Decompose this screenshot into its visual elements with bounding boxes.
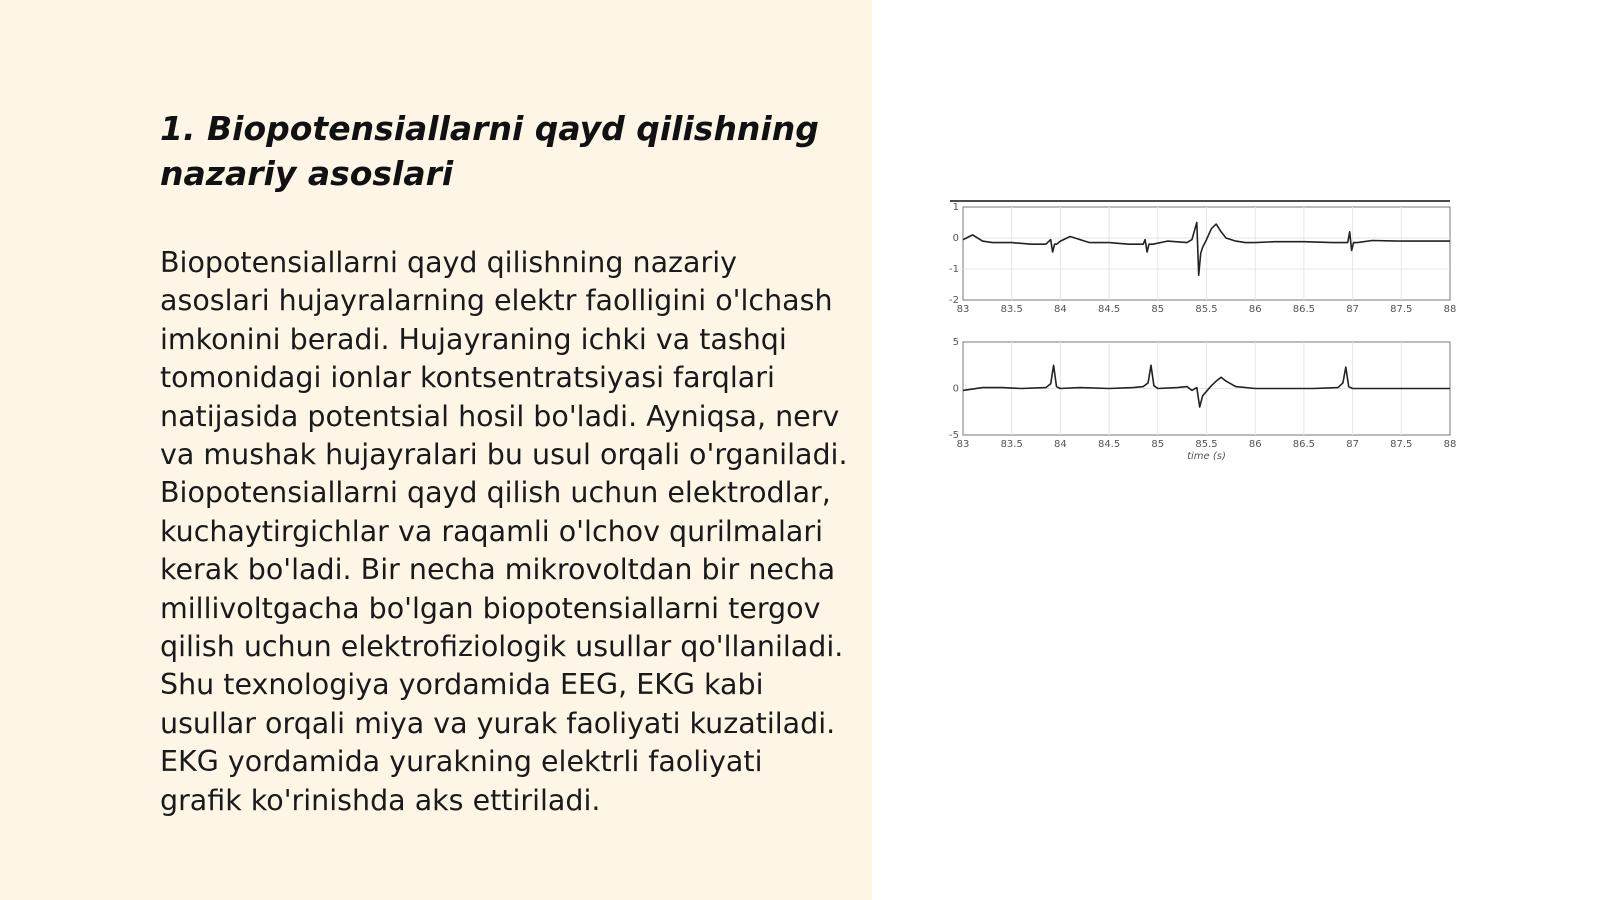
chart-1-x-tick-label: 88 [1443, 304, 1457, 315]
ecg-figure [945, 195, 1455, 470]
chart-1-x-tick-label: 85 [1151, 304, 1165, 315]
chart-1-y-tick-label: 1 [952, 202, 959, 213]
chart-1-x-tick-label: 83.5 [1000, 304, 1023, 315]
slide-title: 1. Biopotensiallarni qayd qilishning nazariy asoslari [160, 109, 819, 193]
chart-2-x-tick-label: 83.5 [1000, 439, 1023, 450]
ecg-chart-svg [945, 195, 1455, 470]
chart-2-x-tick-label: 87 [1346, 439, 1359, 450]
chart-2-x-tick-label: 86.5 [1292, 439, 1316, 450]
chart-1-x-tick-label: 86 [1248, 304, 1262, 315]
chart-2-x-tick-label: 87.5 [1390, 439, 1413, 450]
chart-1-y-tick-label: -1 [949, 264, 959, 275]
chart-2-y-tick-label: 0 [952, 383, 959, 395]
chart-2-x-tick-label: 85 [1151, 439, 1165, 450]
chart-2-x-tick-label: 83 [956, 439, 970, 450]
slide-body-text: Biopotensiallarni qayd qilishning nazariy asoslari hujayralarning elektr faolligini o'lchash imkonini beradi. Hujayraning ichki va tashqi tomonidagi ionlar kontsentratsiyasi farqlari natijasida potentsial hosil bo'ladi. Ayniqsa, nerv va mushak hujayralari bu usul orqali o'rganiladi. Biopotensiallarni qayd qilish uchun elektrodlar, kuchaytirgichlar va raqamli o'lchov qurilmalari kerak bo'ladi. Bir necha mikrovoltdan bir necha millivoltgacha bo'lgan biopotensiallarni tergov qilish uchun elektrofiziologik usullar qo'llaniladi. Shu texnologiya yordamida EEG, EKG kabi usullar orqali miya va yurak faoliyati kuzatiladi. EKG yordamida yurakning elektrli faoliyati grafik ko'rinishda aks ettiriladi. [160, 246, 848, 817]
chart-1-x-tick-label: 85.5 [1195, 304, 1218, 315]
chart-1-x-tick-label: 84.5 [1097, 304, 1121, 315]
chart-2-y-tick-label: 5 [952, 337, 959, 348]
chart-1-x-tick-label: 86.5 [1292, 304, 1316, 315]
chart-2-x-tick-label: 85.5 [1195, 439, 1218, 450]
chart-1-x-tick-label: 83 [956, 304, 970, 315]
chart-2-x-axis-title: time (s) [1187, 451, 1226, 462]
chart-2-x-tick-label: 86 [1248, 439, 1262, 450]
chart-1-y-tick-label: 0 [952, 233, 959, 244]
chart-2-x-tick-label: 88 [1443, 439, 1457, 450]
chart-1-y-tick-label: -2 [949, 295, 959, 306]
chart-1-x-tick-label: 87 [1346, 304, 1359, 315]
chart-2-x-tick-label: 84 [1054, 439, 1067, 450]
chart-2-x-tick-label: 84.5 [1097, 439, 1121, 450]
chart-2-y-tick-label: -5 [949, 430, 959, 441]
chart-1-x-tick-label: 84 [1054, 304, 1067, 315]
chart-1-x-tick-label: 87.5 [1390, 304, 1413, 315]
